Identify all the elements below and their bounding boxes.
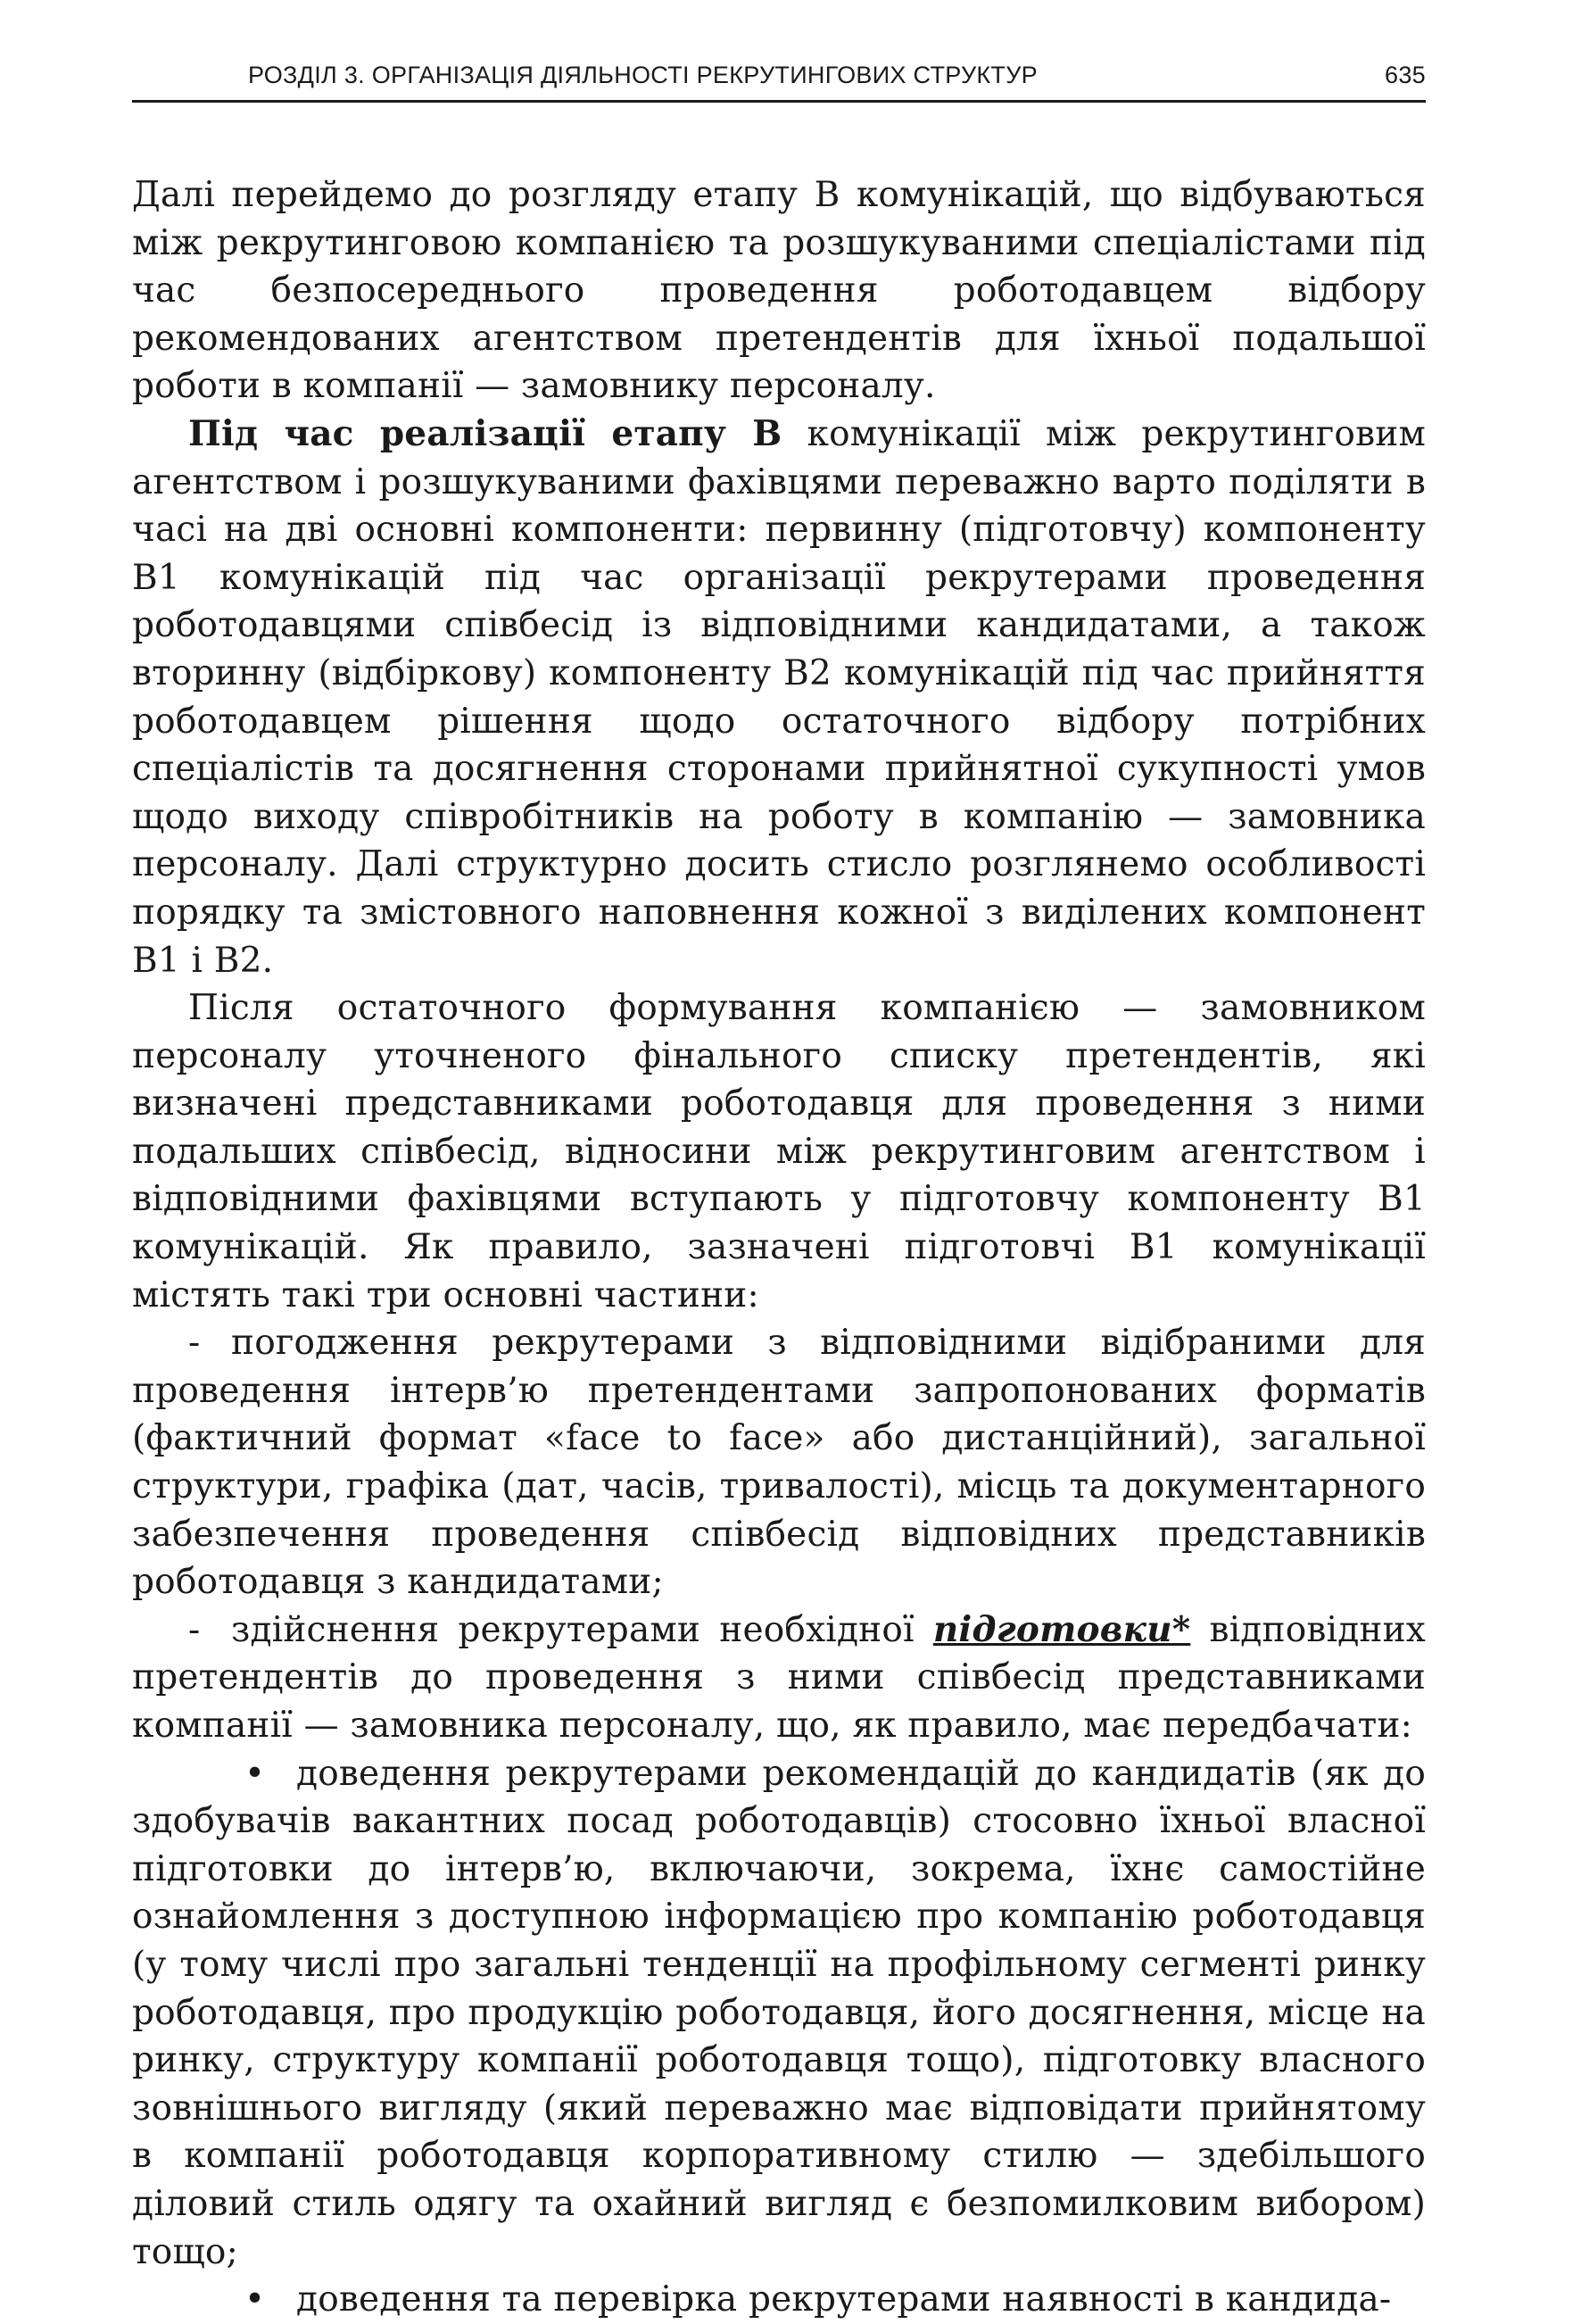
list-item-2 (132, 1606, 1426, 1750)
body-text (132, 171, 1426, 2324)
bullet-icon: • (244, 2279, 266, 2320)
paragraph-2-text: комунікації між рекрутинговим агентством і розшукуваними фахівцями переважно варто поділяти в часі на дві основні компоненти: первинну (підготовчу) компоненту В1 комунікацій під час організації рекрутерами проведення роботодавцями співбесід із відповідними кандидатами, а також вторинну (відбіркову) компоненту В2 комунікацій під час прийняття роботодавцем рішення щодо остаточного відбору потрібних спеціалістів та досягнення сторонами прийнятної сукупності умов щодо виходу співробітників на роботу в компанію — замовника персоналу. Далі структурно досить стисло розглянемо особливості порядку та змістовного наповнення кожної з виділених компонент В1 і В2. (132, 413, 1426, 981)
footnote-term-link[interactable]: підготовки* (932, 1608, 1191, 1650)
bullet-item-1-text: доведення рекрутерами рекомендацій до кандидатів (як до здобувачів вакантних посад роботодавців) стосовно їхньої власної підготовки до інтерв’ю, включаючи, зокрема, їхнє самостійне ознайомлення з доступною інформацією про компанію роботодавця (у тому числі про загальні тенденції на профільному сегменті ринку роботодавця, про продукцію роботодавця, його досягнення, місце на ринку, структуру компанії роботодавця тощо), підготовку власного зовнішнього вигляду (який переважно має відповідати прийнятому в компанії роботодавця корпоративному стилю — здебільшого діловий стиль одягу та охайний вигляд є безпомилковим вибором) тощо; (132, 1753, 1426, 2272)
list-item-2-text-before: здійснення рекрутерами необхідної (231, 1609, 933, 1650)
bullet-item-2 (132, 2276, 1426, 2324)
bullet-icon: • (244, 1753, 266, 1794)
bullet-item-2-text: доведення та перевірка рекрутерами наявності в кандида- (296, 2279, 1392, 2320)
paragraph-2-lead: Під час реалізації етапу В (188, 412, 782, 454)
page-number: 635 (1385, 62, 1426, 88)
paragraph-1: Далі перейдемо до розгляду етапу В комунікацій, що відбуваються між рекрутинговою компанією та розшукуваними спеціалістами під час безпосереднього проведення роботодавцем відбору рекомендованих агентством претендентів для їхньої подальшої роботи в компанії — замовнику персоналу. (132, 175, 1426, 407)
running-header-title: РОЗДІЛ 3. ОРГАНІЗАЦІЯ ДІЯЛЬНОСТІ РЕКРУТИНГОВИХ СТРУКТУР (248, 62, 1038, 88)
paragraph-2 (132, 411, 1426, 984)
running-header (132, 55, 1426, 103)
paragraph-3: Після остаточного формування компанією — замовником персоналу уточненого фінального списку претендентів, які визначені представниками роботодавця для проведення з ними подальших співбесід, відносини між рекрутинговим агентством і відповідними фахівцями вступають у підготовчу компоненту В1 комунікацій. Як правило, зазначені підготовчі В1 комунікації містять такі три основні частини: (132, 988, 1426, 1316)
bullet-item-1 (132, 1750, 1426, 2277)
dash-marker: - (188, 1609, 201, 1650)
dash-marker: - (188, 1323, 201, 1364)
list-item-1-text: погодження рекрутерами з відповідними відібраними для проведення інтерв’ю претендентами запропонованих форматів (фактичний формат «face to face» або дистанційний), загальної структури, графіка (дат, часів, тривалості), місць та документарного забезпечення проведення співбесід відповідних представників роботодавця з кандидатами; (132, 1323, 1426, 1603)
list-item-1 (132, 1319, 1426, 1606)
list-item-2-text-after: відповідних претендентів до проведення з ними співбесід представниками компанії — замовника персоналу, що, як правило, має передбачати: (132, 1609, 1426, 1746)
